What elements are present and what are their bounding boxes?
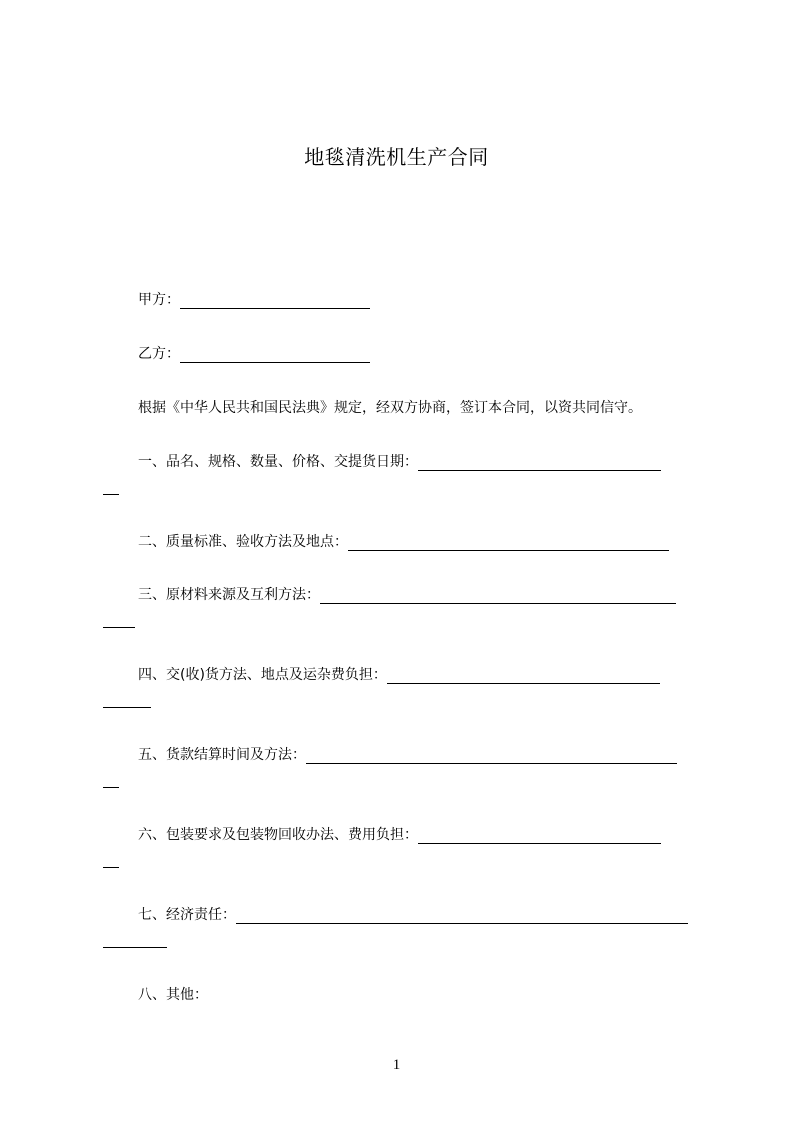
clause-6-label: 六、包装要求及包装物回收办法、费用负担： <box>138 827 418 843</box>
clause-7-blank-continuation[interactable] <box>103 946 167 948</box>
clause-2-line <box>138 533 669 551</box>
party-a-line <box>138 291 370 309</box>
clause-6-line <box>138 826 661 844</box>
party-b-blank[interactable] <box>180 348 370 363</box>
clause-4-blank-continuation[interactable] <box>103 706 151 708</box>
preamble-text: 根据《中华人民共和国民法典》规定，经双方协商，签订本合同，以资共同信守。 <box>138 400 642 416</box>
clause-5-line <box>138 746 677 764</box>
clause-3-line <box>138 586 676 604</box>
clause-7-blank[interactable] <box>236 909 688 924</box>
clause-4-label: 四、交(收)货方法、地点及运杂费负担： <box>138 667 387 683</box>
clause-7-line <box>138 906 688 924</box>
clause-6-blank-continuation[interactable] <box>103 866 119 868</box>
clause-3-blank[interactable] <box>320 589 676 604</box>
clause-3-blank-continuation[interactable] <box>103 626 135 628</box>
party-a-label: 甲方： <box>138 292 180 308</box>
clause-1-label: 一、品名、规格、数量、价格、交提货日期： <box>138 454 418 470</box>
clause-8-label: 八、其他： <box>138 987 208 1003</box>
document-title: 地毯清洗机生产合同 <box>304 145 489 169</box>
clause-1-blank[interactable] <box>418 456 661 471</box>
clause-5-blank-continuation[interactable] <box>103 786 119 788</box>
party-b-label: 乙方： <box>138 346 180 362</box>
clause-6-blank[interactable] <box>418 829 661 844</box>
clause-3-label: 三、原材料来源及互利方法： <box>138 587 320 603</box>
clause-1-blank-continuation[interactable] <box>103 493 119 495</box>
party-b-line <box>138 345 370 363</box>
page-number: 1 <box>392 1057 401 1073</box>
clause-8-line <box>138 986 208 1004</box>
clause-1-line <box>138 453 661 471</box>
clause-7-label: 七、经济责任： <box>138 907 236 923</box>
clause-5-label: 五、货款结算时间及方法： <box>138 747 306 763</box>
clause-2-label: 二、质量标准、验收方法及地点： <box>138 534 348 550</box>
clause-4-blank[interactable] <box>387 669 660 684</box>
clause-2-blank[interactable] <box>348 536 669 551</box>
party-a-blank[interactable] <box>180 294 370 309</box>
clause-5-blank[interactable] <box>306 749 677 764</box>
clause-4-line <box>138 666 660 684</box>
